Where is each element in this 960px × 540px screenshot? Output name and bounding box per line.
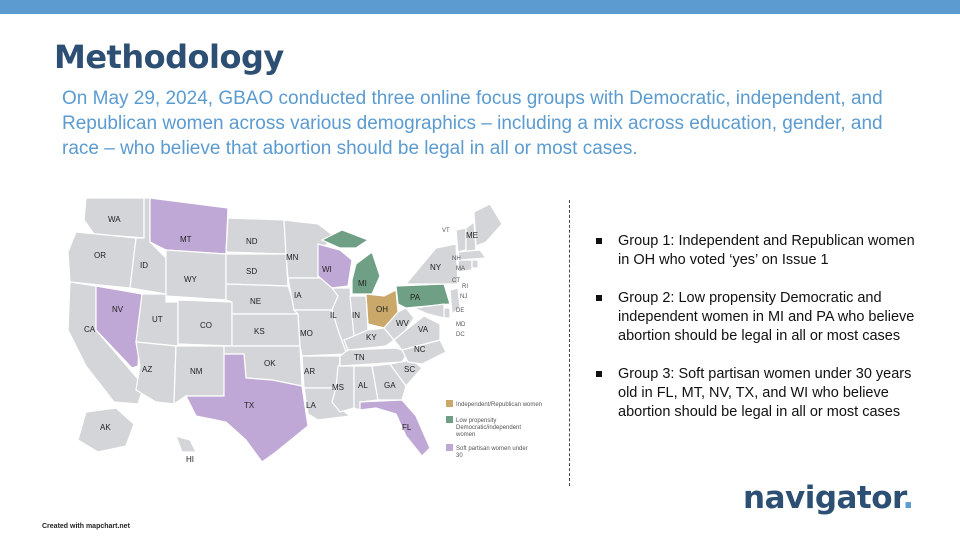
state-mt (150, 198, 228, 254)
legend-item-2-line-1: Low propensity (456, 418, 497, 424)
label-ks: KS (254, 327, 265, 336)
label-mn: MN (286, 253, 299, 262)
label-mo: MO (300, 329, 313, 338)
label-nv: NV (112, 305, 124, 314)
list-item (596, 365, 926, 422)
state-or (68, 232, 136, 288)
groups-list (596, 232, 926, 441)
list-item (596, 232, 926, 270)
label-ar: AR (304, 367, 316, 376)
label-or: OR (94, 251, 106, 260)
logo-text: navigator (743, 480, 903, 516)
label-tx: TX (244, 401, 255, 410)
label-ga: GA (384, 381, 396, 390)
label-al: AL (358, 381, 368, 390)
label-co: CO (200, 321, 212, 330)
label-sc: SC (404, 365, 416, 374)
label-mt: MT (180, 235, 192, 244)
label-wv: WV (396, 319, 409, 328)
label-ms: MS (332, 383, 344, 392)
label-ri: RI (462, 284, 468, 290)
label-in: IN (352, 311, 360, 320)
label-me: ME (466, 231, 478, 240)
page-title: Methodology (54, 38, 284, 76)
map-credit: Created with mapchart.net (42, 523, 130, 530)
top-accent-bar (0, 0, 960, 14)
legend-swatch-soft-partisan (446, 444, 453, 451)
group-1-text: Group 1: Independent and Republican women in OH who voted ‘yes’ on Issue 1 (618, 233, 915, 268)
label-nm: NM (190, 367, 203, 376)
label-ia: IA (294, 291, 302, 300)
label-fl: FL (402, 423, 412, 432)
label-va: VA (418, 325, 429, 334)
state-ne (226, 284, 298, 314)
logo-dot: . (902, 480, 914, 516)
label-hi: HI (186, 455, 194, 464)
label-mi: MI (358, 279, 367, 288)
label-wa: WA (108, 215, 121, 224)
label-pa: PA (410, 293, 421, 302)
legend-item-3-line-2: 30 (456, 453, 463, 459)
state-hi (176, 436, 196, 452)
label-wy: WY (184, 275, 197, 284)
label-dc: DC (456, 332, 465, 338)
legend-item-3-line-1: Soft partisan women under (456, 446, 528, 452)
state-me (474, 204, 502, 246)
navigator-logo (743, 480, 914, 516)
label-id: ID (140, 261, 148, 270)
label-ak: AK (100, 423, 111, 432)
label-oh: OH (376, 305, 388, 314)
label-ne: NE (250, 297, 262, 306)
legend-item-2-line-2: Democratic/independent (456, 425, 522, 431)
us-map (56, 190, 543, 480)
label-wi: WI (322, 265, 332, 274)
label-ky: KY (366, 333, 377, 342)
list-item (596, 289, 926, 346)
label-ut: UT (152, 315, 163, 324)
label-nd: ND (246, 237, 258, 246)
bullet-icon (596, 371, 602, 377)
label-ma: MA (456, 266, 465, 272)
legend-item-2-line-3: women (456, 432, 476, 438)
label-tn: TN (354, 353, 365, 362)
label-ny: NY (430, 263, 442, 272)
label-ct: CT (452, 278, 460, 284)
state-ks (232, 314, 300, 346)
legend-swatch-ohio (446, 400, 453, 407)
dashed-divider (569, 200, 570, 486)
label-ok: OK (264, 359, 276, 368)
label-la: LA (306, 401, 316, 410)
state-ma (458, 250, 486, 260)
legend-swatch-low-propensity (446, 416, 453, 423)
state-ri (472, 260, 478, 268)
label-il: IL (330, 311, 337, 320)
intro-text: On May 29, 2024, GBAO conducted three online focus groups with Democratic, independent, and Republican women across various demographics – including a mix across education, gender, and race – who believe that abortion should be legal in all or most cases. (62, 88, 883, 159)
bullet-icon (596, 238, 602, 244)
bullet-icon (596, 295, 602, 301)
label-sd: SD (246, 267, 258, 276)
state-vt (456, 228, 466, 252)
label-de: DE (456, 308, 465, 314)
label-az: AZ (142, 365, 153, 374)
state-nd (226, 218, 286, 254)
map-legend (446, 400, 542, 459)
legend-item-1: Independent/Republican women (456, 402, 543, 408)
group-2-text: Group 2: Low propensity Democratic and independent women in MI and PA who believe abortion should be legal in all or most cases (618, 290, 915, 344)
state-fl (360, 400, 430, 456)
label-nc: NC (414, 345, 426, 354)
group-3-text: Group 3: Soft partisan women under 30 years old in FL, MT, NV, TX, and WI who believe abortion should be legal in all or most cases (618, 366, 912, 420)
label-nh: NH (452, 256, 461, 262)
label-nj: NJ (460, 294, 468, 300)
state-de (444, 308, 450, 318)
label-ca: CA (84, 325, 96, 334)
label-vt: VT (442, 228, 450, 234)
label-md: MD (456, 322, 466, 328)
